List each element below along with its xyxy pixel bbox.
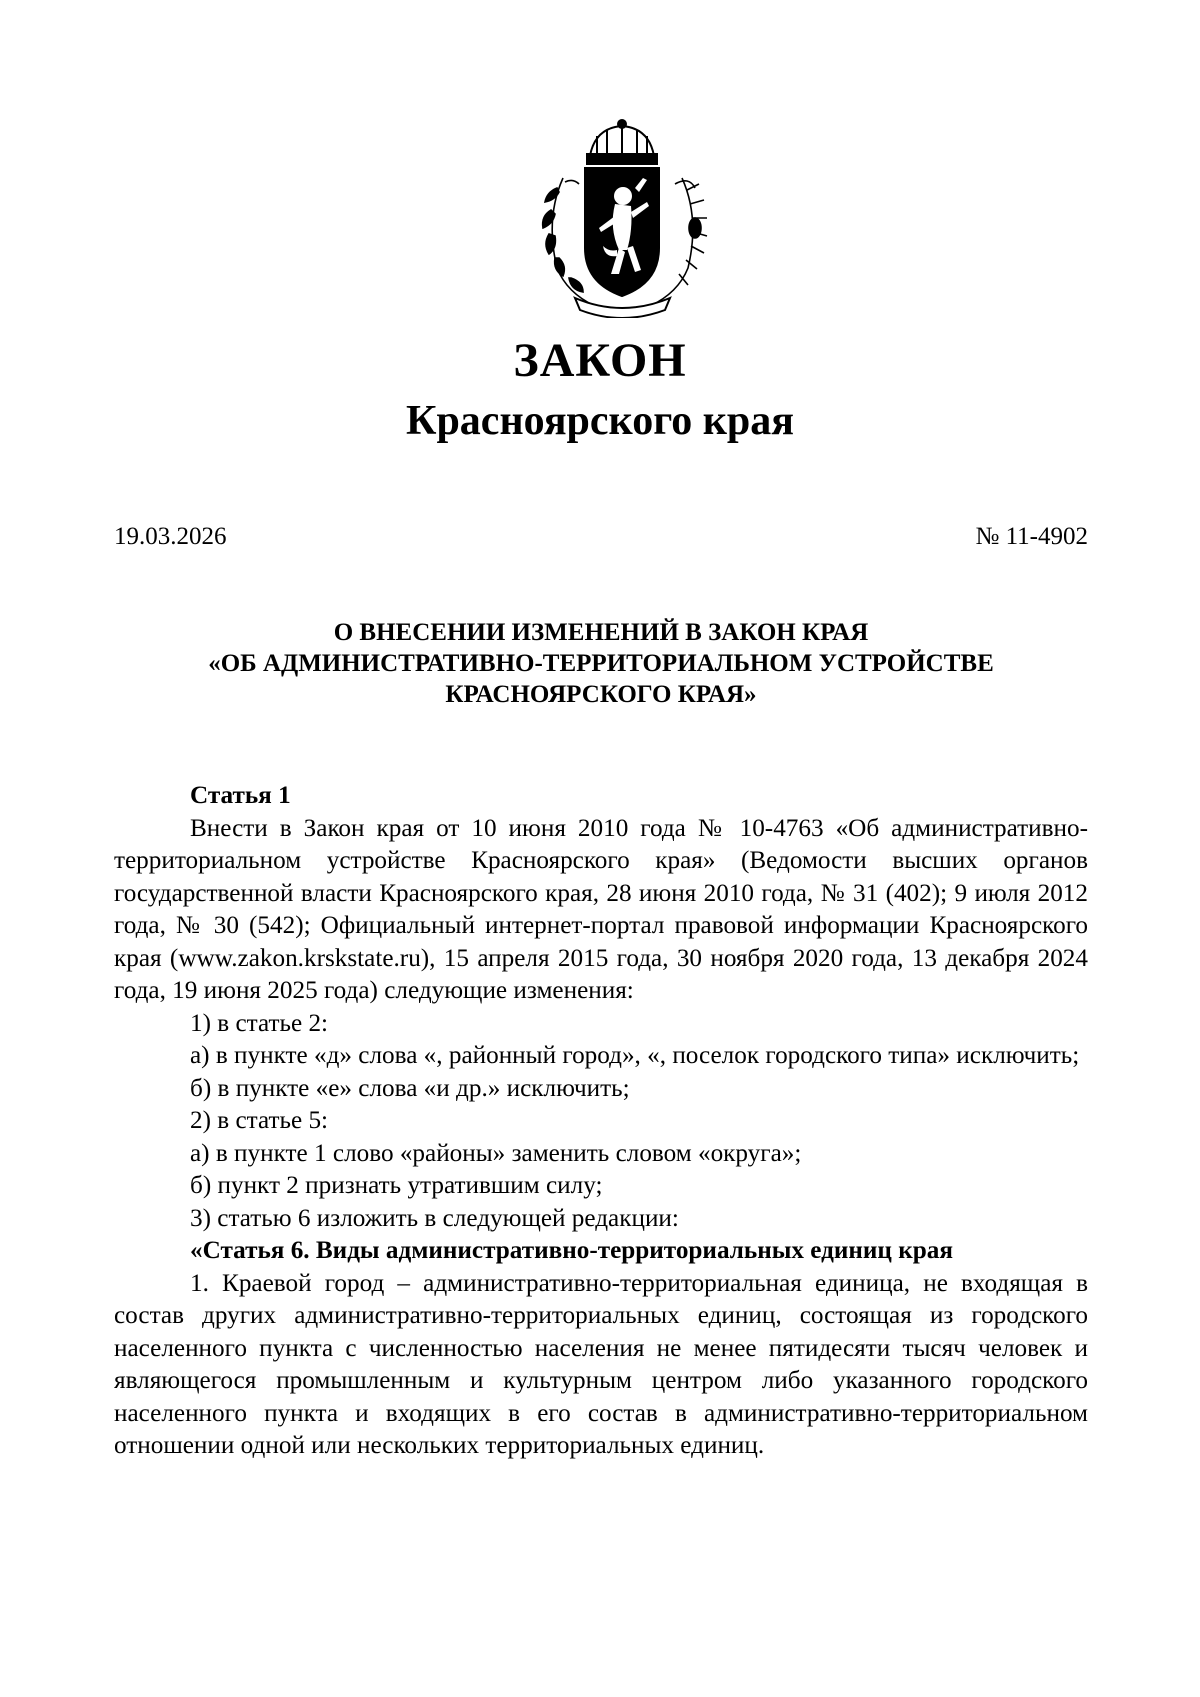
article-intro: Внести в Закон края от 10 июня 2010 года № 10-4763 «Об административно-территориальном устройстве Красноярского края» (Ведомости высших органов государственной власти Красноярского края, 28 июня 2010 года, № 31 (402); 9 июля 2012 года, № 30 (542); Официальный интернет-портал правовой информации Красноярского края (www.zakon.krskstate.ru), 15 апреля 2015 года, 30 ноября 2020 года, 13 декабря 2024 года, 19 июня 2025 года) следующие изменения: [114,814,1088,1004]
document-date: 19.03.2026 [114,523,227,550]
document-heading [114,617,1088,710]
list-item: б) пункт 2 признать утратившим силу; [190,1172,603,1199]
article6-title: «Статья 6. Виды административно-территориальных единиц края [190,1237,953,1264]
heading-line: О ВНЕСЕНИИ ИЗМЕНЕНИЙ В ЗАКОН КРАЯ [333,619,869,646]
page-title: ЗАКОН [513,334,687,387]
heading-line: «ОБ АДМИНИСТРАТИВНО-ТЕРРИТОРИАЛЬНОМ УСТРОЙСТВЕ [208,650,994,677]
document-body [114,780,1088,1463]
list-item: а) в пункте 1 слово «районы» заменить словом «округа»; [190,1139,802,1167]
list-item: 2) в статье 5: [190,1107,329,1134]
article-label: Статья 1 [190,782,291,809]
document-number: № 11-4902 [975,523,1088,550]
list-item: 3) статью 6 изложить в следующей редакции: [190,1204,679,1232]
list-item: а) в пункте «д» слова «, районный город», «, поселок городского типа» исключить; [190,1042,1080,1069]
heading-line: КРАСНОЯРСКОГО КРАЯ» [445,681,757,708]
krasnoyarsk-coat-of-arms-icon [535,118,710,318]
list-item: б) в пункте «е» слова «и др.» исключить; [190,1074,630,1102]
list-item: 1) в статье 2: [190,1009,329,1037]
page-subtitle: Красноярского края [405,398,795,444]
article6-paragraph: 1. Краевой город – административно-территориальная единица, не входящая в состав других административно-территориальных единиц, состоящая из городского населенного пункта с численностью населения не менее пятидесяти тысяч человек и являющегося промышленным и культурным центром либо указанного городского населенного пункта и входящих в его состав в административно-территориальном отношении одной или нескольких территориальных единиц. [114,1269,1088,1459]
